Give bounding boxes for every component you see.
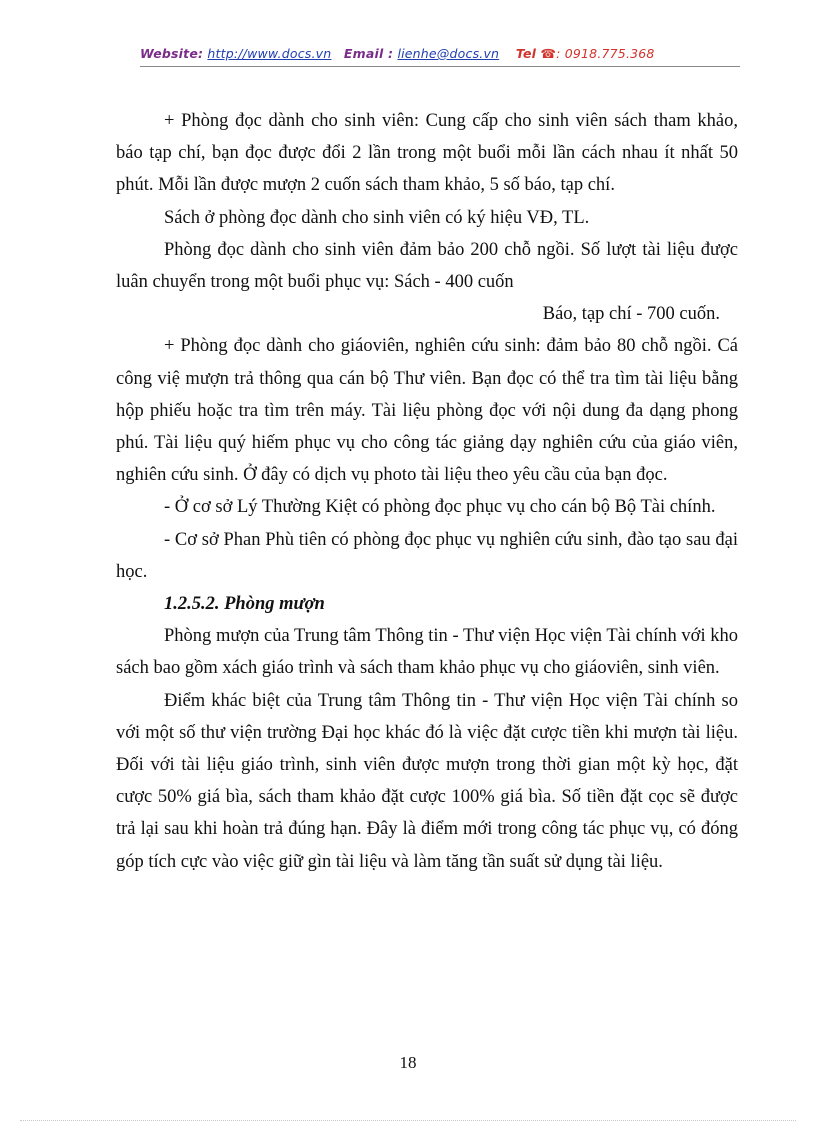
paragraph-continuation: Báo, tạp chí - 700 cuốn. — [542, 304, 720, 325]
tel-group — [516, 46, 655, 61]
paragraph: Điểm khác biệt của Trung tâm Thông tin - Thư viện Học viện Tài chính so với một số thư viện trường Đại học khác đó là việc đặt cược tiền khi mượn tài liệu. Đối với tài liệu giáo trình, sinh viên được mượn trong thời gian một kỳ học, đặt cược 50% giá bìa, sách tham khảo đặt cược 100% giá bìa. Số tiền đặt cọc sẽ được trả lại sau khi hoàn trả đúng hạn. Đây là điểm mới trong công tác phục vụ, có đóng góp tích cực vào việc giữ gìn tài liệu và làm tăng tần suất sử dụng tài liệu. — [116, 690, 738, 872]
paragraph: Phòng mượn của Trung tâm Thông tin - Thư viện Học viện Tài chính với kho sách bao gồm xách giáo trình và sách tham khảo phục vụ cho giáoviên, sinh viên. — [116, 626, 738, 679]
paragraph: + Phòng đọc dành cho sinh viên: Cung cấp cho sinh viên sách tham khảo, báo tạp chí, bạn đọc được đổi 2 lần trong một buổi mỗi lần cách nhau ít nhất 50 phút. Mỗi lần được mượn 2 cuốn sách tham khảo, 5 số báo, tạp chí. — [116, 111, 738, 196]
paragraph: - Cơ sở Phan Phù tiên có phòng đọc phục vụ nghiên cứu sinh, đào tạo sau đại học. — [116, 529, 738, 582]
section-heading: 1.2.5.2. Phòng mượn — [164, 594, 325, 615]
document-body — [116, 105, 738, 878]
header-divider — [140, 66, 740, 67]
page-header — [140, 46, 740, 61]
email-label: Email : — [343, 46, 394, 61]
tel-label: Tel — [515, 46, 537, 61]
website-label: Website: — [140, 46, 204, 61]
page-number: 18 — [399, 1053, 417, 1072]
website-link[interactable]: http://www.docs.vn — [207, 46, 332, 61]
paragraph: Sách ở phòng đọc dành cho sinh viên có ký hiệu VĐ, TL. — [164, 207, 590, 228]
paragraph: + Phòng đọc dành cho giáoviên, nghiên cứu sinh: đảm bảo 80 chỗ ngồi. Cá công việ mượn trả thông qua cán bộ Thư viên. Bạn đọc có thể tra tìm tài liệu bằng hộp phiếu hoặc tra tìm trên máy. Tài liệu phòng đọc với nội dung đa dạng phong phú. Tài liệu quý hiếm phục vụ cho công tác giảng dạy nghiên cứu của giáo viên, nghiên cứu sinh. Ở đây có dịch vụ photo tài liệu theo yêu cầu của bạn đọc. — [116, 336, 738, 486]
tel-value: : 0918.775.368 — [556, 46, 655, 61]
email-link[interactable]: lienhe@docs.vn — [397, 46, 500, 61]
phone-icon: ☎ — [540, 46, 557, 61]
paragraph: - Ở cơ sở Lý Thường Kiệt có phòng đọc phục vụ cho cán bộ Bộ Tài chính. — [164, 497, 716, 518]
paragraph: Phòng đọc dành cho sinh viên đảm bảo 200 chỗ ngồi. Số lượt tài liệu được luân chuyển trong một buổi phục vụ: Sách - 400 cuốn — [116, 239, 738, 293]
page-bottom-edge — [20, 1120, 796, 1121]
